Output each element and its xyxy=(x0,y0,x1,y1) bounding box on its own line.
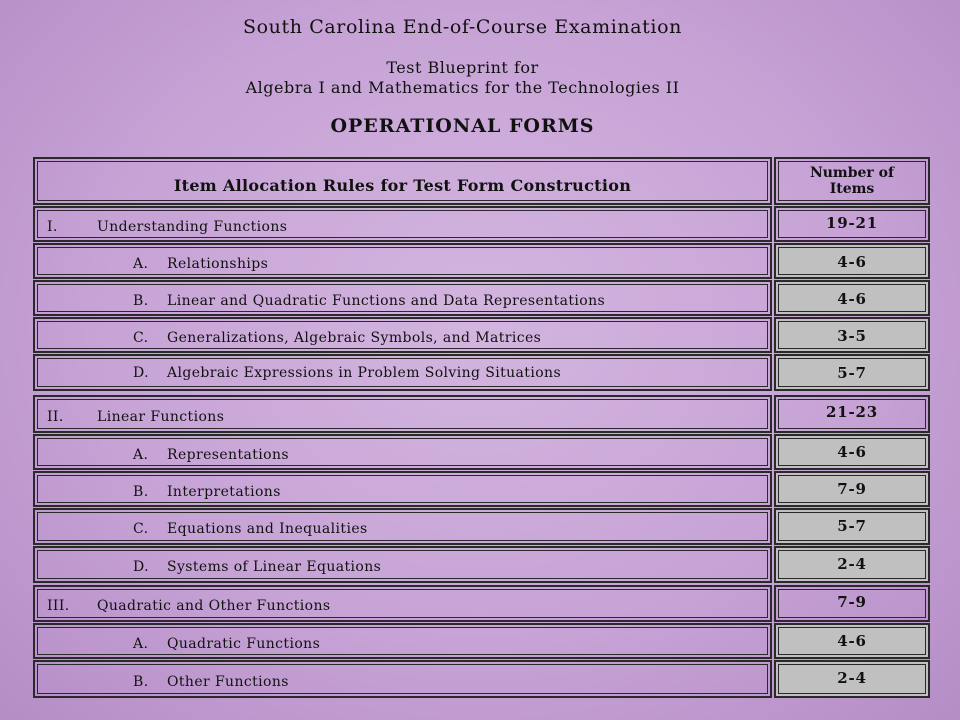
item-label-cell xyxy=(33,243,772,279)
table-header-row xyxy=(33,157,930,205)
section-number: I. xyxy=(47,219,58,235)
section-count: 7-9 xyxy=(837,593,867,611)
item-letter: B. xyxy=(133,293,149,309)
item-text: Systems of Linear Equations xyxy=(167,559,382,575)
subtitle-line-1: Test Blueprint for xyxy=(386,58,539,77)
operational-forms-heading: OPERATIONAL FORMS xyxy=(330,115,595,137)
item-count: 2-4 xyxy=(837,555,867,573)
item-letter: D. xyxy=(133,365,149,381)
section-title-cell xyxy=(33,585,772,622)
section-count-cell xyxy=(774,585,930,622)
item-label-cell xyxy=(33,317,772,353)
item-letter: A. xyxy=(133,256,149,272)
item-count-cell xyxy=(774,243,930,279)
item-letter: B. xyxy=(133,674,149,690)
item-text: Algebraic Expressions in Problem Solving Situations xyxy=(167,365,562,381)
blueprint-subtitle xyxy=(0,58,925,98)
item-count: 5-7 xyxy=(837,517,867,535)
item-letter: C. xyxy=(133,330,149,346)
item-row xyxy=(33,471,930,507)
item-text: Interpretations xyxy=(167,484,281,500)
section-row xyxy=(33,395,930,433)
item-text: Relationships xyxy=(167,256,269,272)
section-title: Linear Functions xyxy=(97,409,225,425)
section-count: 21-23 xyxy=(826,403,878,421)
section-title-cell xyxy=(33,206,772,242)
section-count-cell xyxy=(774,395,930,433)
section-row xyxy=(33,585,930,622)
item-count-cell xyxy=(774,471,930,507)
section-title: Understanding Functions xyxy=(97,219,288,235)
item-row xyxy=(33,317,930,353)
item-row xyxy=(33,546,930,583)
item-count-cell xyxy=(774,434,930,470)
item-count-cell xyxy=(774,508,930,545)
header-rules-cell xyxy=(33,157,772,205)
item-count-cell xyxy=(774,660,930,698)
header-count-cell xyxy=(774,157,930,205)
section-count: 19-21 xyxy=(826,214,878,232)
section-title: Quadratic and Other Functions xyxy=(97,598,331,614)
section-title-cell xyxy=(33,395,772,433)
item-label-cell xyxy=(33,354,772,391)
header-rules-label: Item Allocation Rules for Test Form Construction xyxy=(173,176,632,195)
header-count-line-2: Items xyxy=(829,181,875,197)
item-count: 3-5 xyxy=(837,327,867,345)
item-count: 4-6 xyxy=(837,443,867,461)
item-count: 4-6 xyxy=(837,253,867,271)
section-count-cell xyxy=(774,206,930,242)
header-count-line-1: Number of xyxy=(809,165,895,181)
item-count: 2-4 xyxy=(837,669,867,687)
item-count: 7-9 xyxy=(837,480,867,498)
section-number: III. xyxy=(47,598,70,614)
header-count-label xyxy=(776,165,928,197)
item-label-cell xyxy=(33,623,772,659)
item-label-cell xyxy=(33,280,772,316)
item-row xyxy=(33,508,930,545)
exam-title: South Carolina End-of-Course Examination xyxy=(243,16,682,38)
item-letter: C. xyxy=(133,521,149,537)
item-text: Linear and Quadratic Functions and Data Representations xyxy=(167,293,606,309)
item-count-cell xyxy=(774,280,930,316)
item-label-cell xyxy=(33,660,772,698)
item-label-cell xyxy=(33,434,772,470)
item-count: 4-6 xyxy=(837,290,867,308)
item-count-cell xyxy=(774,623,930,659)
subtitle-line-2: Algebra I and Mathematics for the Technologies II xyxy=(245,78,680,97)
item-label-cell xyxy=(33,471,772,507)
item-letter: A. xyxy=(133,636,149,652)
item-text: Other Functions xyxy=(167,674,289,690)
item-text: Generalizations, Algebraic Symbols, and Matrices xyxy=(167,330,542,346)
item-label-cell xyxy=(33,508,772,545)
item-label-cell xyxy=(33,546,772,583)
item-text: Equations and Inequalities xyxy=(167,521,368,537)
item-letter: B. xyxy=(133,484,149,500)
item-row xyxy=(33,660,930,698)
item-count-cell xyxy=(774,317,930,353)
item-row xyxy=(33,243,930,279)
item-row xyxy=(33,354,930,391)
section-row xyxy=(33,206,930,242)
item-row xyxy=(33,280,930,316)
item-count: 4-6 xyxy=(837,632,867,650)
item-letter: D. xyxy=(133,559,149,575)
item-text: Quadratic Functions xyxy=(167,636,321,652)
item-row xyxy=(33,434,930,470)
item-count-cell xyxy=(774,354,930,391)
item-count-cell xyxy=(774,546,930,583)
item-text: Representations xyxy=(167,447,289,463)
item-letter: A. xyxy=(133,447,149,463)
section-number: II. xyxy=(47,409,64,425)
item-count: 5-7 xyxy=(837,364,867,382)
item-row xyxy=(33,623,930,659)
